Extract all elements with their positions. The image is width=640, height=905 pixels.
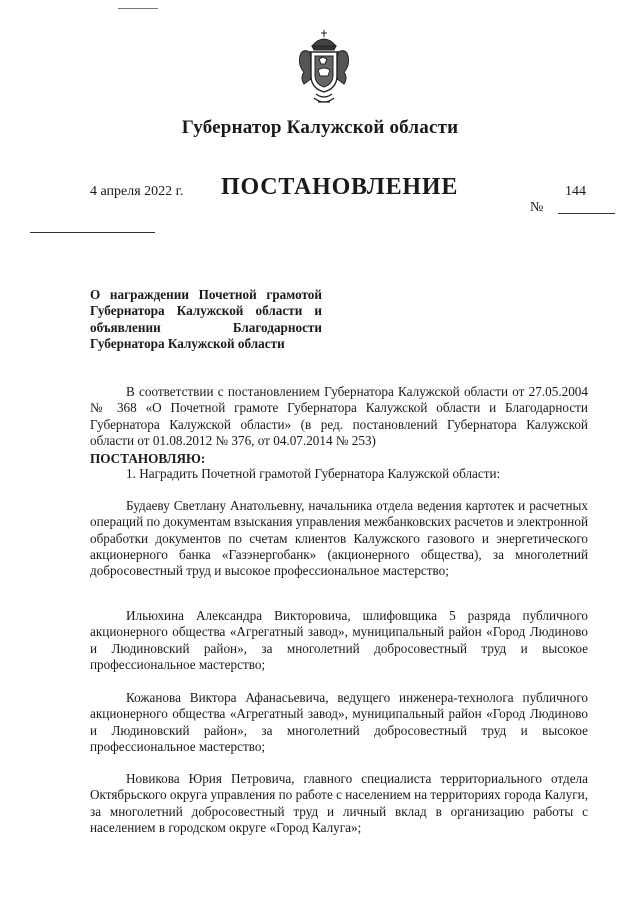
coat-of-arms-icon <box>294 28 354 112</box>
document-subject: О награждении Почетной грамотой Губернатора Калужской области и объявлении Благодарности Губернатора Калужской области <box>90 287 322 351</box>
awardee-paragraph: Будаеву Светлану Анатольевну, начальника отдела ведения картотек и расчетных операций по документам взыскания управления межбанковских расчетов и электронной обработки документов по счетам клиентов Калужского газового и энергетического акционерного банка «Газэнергобанк» (акционерного общества), за многолетний добросовестный труд и высокое профессиональное мастерство; <box>90 498 588 579</box>
document-number: 144 <box>565 184 586 199</box>
preamble: В соответствии с постановлением Губернатора Калужской области от 27.05.2004 № 368 «О Почетной грамоте Губернатора Калужской области и Благодарности Губернатора Калужской области» (в ред. постановлений Губернатора Калужской области от 01.08.2012 № 376, от 04.07.2014 № 253) <box>90 384 588 448</box>
scan-artifact <box>118 8 158 9</box>
awardee-paragraph: Ильюхина Александра Викторовича, шлифовщика 5 разряда публичного акционерного общества «Агрегатный завод», муниципальный район «Город Людиново и Людиновский район», за многолетний добросовестный труд и высокое профессиональное мастерство; <box>90 608 588 672</box>
authority-title: Губернатор Калужской области <box>181 117 459 138</box>
date-underline <box>30 232 155 233</box>
document-date: 4 апреля 2022 г. <box>90 184 184 199</box>
decree-word: ПОСТАНОВЛЯЮ: <box>90 451 206 466</box>
number-underline <box>558 213 615 214</box>
item-1-heading: 1. Наградить Почетной грамотой Губернатора Калужской области: <box>126 466 501 481</box>
awardee-paragraph: Новикова Юрия Петровича, главного специалиста территориального отдела Октябрьского округа управления по работе с населением на территориях города Калуги, за многолетний добросовестный труд и личный вклад в организацию работы с населением в городском округе «Город Калуга»; <box>90 771 588 835</box>
number-sign: № <box>530 200 544 215</box>
document-type: ПОСТАНОВЛЕНИЕ <box>221 174 459 200</box>
awardee-paragraph: Кожанова Виктора Афанасьевича, ведущего инженера-технолога публичного акционерного общества «Агрегатный завод», муниципальный район «Город Людиново и Людиновский район», за многолетний добросовестный труд и высокое профессиональное мастерство; <box>90 690 588 754</box>
